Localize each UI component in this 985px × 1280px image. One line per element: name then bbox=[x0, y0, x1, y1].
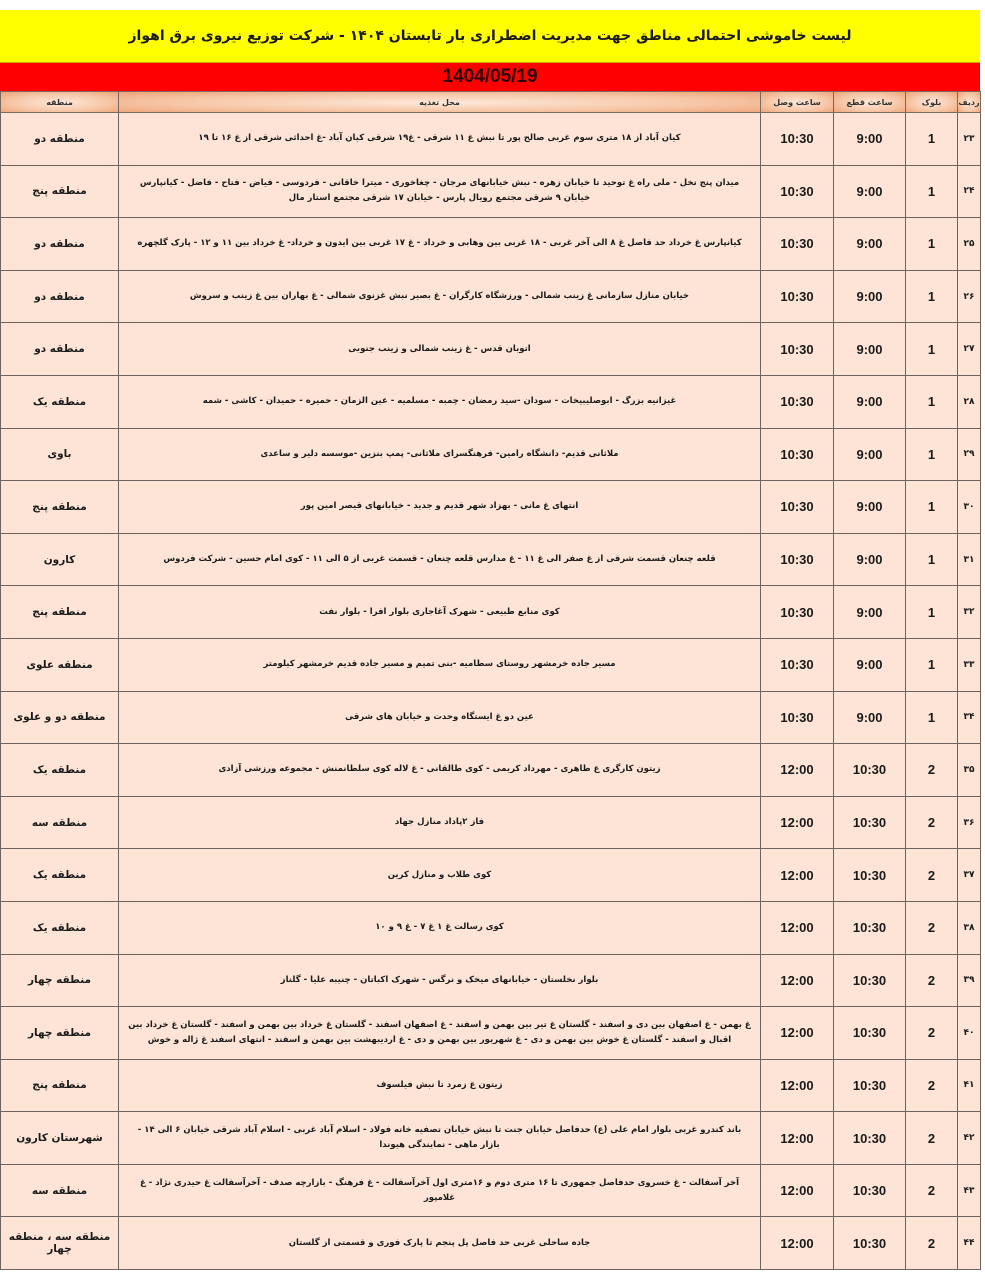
on-time: 10:30 bbox=[761, 165, 834, 218]
off-time: 10:30 bbox=[834, 1007, 906, 1060]
region-name: منطقه چهار bbox=[1, 954, 119, 1007]
on-time: 12:00 bbox=[761, 1112, 834, 1165]
row-index: ۴۳ bbox=[958, 1164, 981, 1217]
table-row bbox=[1, 428, 981, 481]
row-index: ۲۶ bbox=[958, 270, 981, 323]
on-time: 10:30 bbox=[761, 586, 834, 639]
region-name: منطقه پنج bbox=[1, 586, 119, 639]
row-index: ۳۳ bbox=[958, 638, 981, 691]
block-number: 1 bbox=[906, 428, 958, 481]
region-name: منطقه سه bbox=[1, 796, 119, 849]
on-time: 12:00 bbox=[761, 796, 834, 849]
row-index: ۴۴ bbox=[958, 1217, 981, 1270]
on-time: 10:30 bbox=[761, 113, 834, 166]
feed-location: عین دو غ ایستگاه وحدت و خیابان های شرقی bbox=[119, 691, 761, 744]
block-number: 1 bbox=[906, 533, 958, 586]
block-number: 2 bbox=[906, 1059, 958, 1112]
feed-location: کوی رسالت غ ۱ غ ۷ - غ ۹ و ۱۰ bbox=[119, 901, 761, 954]
feed-location: قلعه چنعان قسمت شرقی از غ صفر الی غ ۱۱ - غ مدارس قلعه چنعان - قسمت غربی از ۵ الی ۱۱ - کوی امام حسین - شرکت فردوس bbox=[119, 533, 761, 586]
feed-location: بلوار نخلستان - خیابانهای میخک و نرگس - شهرک اکباتان - چنیبه علیا - گلناز bbox=[119, 954, 761, 1007]
feed-location: ملاثانی قدیم- دانشگاه رامین- فرهنگسرای ملاثانی- پمپ بنزین -موسسه دلیر و ساعدی bbox=[119, 428, 761, 481]
block-number: 2 bbox=[906, 1217, 958, 1270]
block-number: 2 bbox=[906, 1164, 958, 1217]
table-row bbox=[1, 533, 981, 586]
region-name: منطقه پنج bbox=[1, 1059, 119, 1112]
table-row bbox=[1, 586, 981, 639]
off-time: 9:00 bbox=[834, 638, 906, 691]
row-index: ۳۲ bbox=[958, 586, 981, 639]
feed-location: کوی طلاب و منازل کرین bbox=[119, 849, 761, 902]
table-row bbox=[1, 1112, 981, 1165]
block-number: 2 bbox=[906, 1112, 958, 1165]
table-row bbox=[1, 1164, 981, 1217]
region-name: منطقه یک bbox=[1, 375, 119, 428]
block-number: 1 bbox=[906, 691, 958, 744]
region-name: باوی bbox=[1, 428, 119, 481]
block-number: 2 bbox=[906, 744, 958, 797]
document-title: لیست خاموشی احتمالی مناطق جهت مدیریت اضطراری بار تابستان ۱۴۰۴ - شرکت توزیع نیروی برق اهواز bbox=[0, 10, 980, 63]
header-index: ردیف bbox=[958, 92, 981, 113]
table-row bbox=[1, 375, 981, 428]
header-off-time: ساعت قطع bbox=[834, 92, 906, 113]
region-name: شهرستان کارون bbox=[1, 1112, 119, 1165]
row-index: ۲۸ bbox=[958, 375, 981, 428]
region-name: منطقه دو و علوی bbox=[1, 691, 119, 744]
schedule-date: 1404/05/19 bbox=[0, 63, 980, 91]
row-index: ۳۵ bbox=[958, 744, 981, 797]
feed-location: مسیر جاده خرمشهر روستای سطامیه -بنی تمیم و مسیر جاده قدیم خرمشهر کیلومتر bbox=[119, 638, 761, 691]
table-row bbox=[1, 901, 981, 954]
row-index: ۳۸ bbox=[958, 901, 981, 954]
block-number: 1 bbox=[906, 586, 958, 639]
outage-table bbox=[0, 91, 981, 1270]
off-time: 10:30 bbox=[834, 1059, 906, 1112]
block-number: 1 bbox=[906, 323, 958, 376]
off-time: 9:00 bbox=[834, 218, 906, 271]
row-index: ۲۹ bbox=[958, 428, 981, 481]
block-number: 1 bbox=[906, 481, 958, 534]
off-time: 9:00 bbox=[834, 270, 906, 323]
off-time: 10:30 bbox=[834, 849, 906, 902]
row-index: ۳۹ bbox=[958, 954, 981, 1007]
row-index: ۳۰ bbox=[958, 481, 981, 534]
region-name: منطقه سه bbox=[1, 1164, 119, 1217]
on-time: 10:30 bbox=[761, 638, 834, 691]
on-time: 10:30 bbox=[761, 323, 834, 376]
on-time: 12:00 bbox=[761, 901, 834, 954]
table-row bbox=[1, 270, 981, 323]
row-index: ۲۴ bbox=[958, 165, 981, 218]
on-time: 12:00 bbox=[761, 954, 834, 1007]
header-on-time: ساعت وصل bbox=[761, 92, 834, 113]
feed-location: کیان آباد از ۱۸ متری سوم غربی صالح پور تا نبش غ ۱۱ شرقی - غ۱۹ شرقی کیان آباد -غ احداثی شرقی از غ ۱۶ تا ۱۹ bbox=[119, 113, 761, 166]
off-time: 10:30 bbox=[834, 954, 906, 1007]
row-index: ۴۲ bbox=[958, 1112, 981, 1165]
feed-location: زیتون کارگری غ طاهری - مهرداد کریمی - کوی طالقانی - غ لاله کوی سلطانمنش - مجموعه ورزشی آزادی bbox=[119, 744, 761, 797]
on-time: 12:00 bbox=[761, 744, 834, 797]
on-time: 10:30 bbox=[761, 218, 834, 271]
off-time: 10:30 bbox=[834, 1217, 906, 1270]
row-index: ۴۱ bbox=[958, 1059, 981, 1112]
feed-location: زیتون غ زمرد تا نبش فیلسوف bbox=[119, 1059, 761, 1112]
on-time: 10:30 bbox=[761, 691, 834, 744]
off-time: 9:00 bbox=[834, 323, 906, 376]
off-time: 9:00 bbox=[834, 428, 906, 481]
on-time: 12:00 bbox=[761, 849, 834, 902]
block-number: 1 bbox=[906, 113, 958, 166]
table-row bbox=[1, 796, 981, 849]
table-row bbox=[1, 323, 981, 376]
on-time: 10:30 bbox=[761, 375, 834, 428]
feed-location: اتوبان قدس - غ زینب شمالی و زینب جنوبی bbox=[119, 323, 761, 376]
table-row bbox=[1, 165, 981, 218]
table-row bbox=[1, 113, 981, 166]
row-index: ۳۶ bbox=[958, 796, 981, 849]
table-row bbox=[1, 638, 981, 691]
off-time: 10:30 bbox=[834, 796, 906, 849]
row-index: ۲۵ bbox=[958, 218, 981, 271]
block-number: 1 bbox=[906, 270, 958, 323]
block-number: 2 bbox=[906, 1007, 958, 1060]
table-row bbox=[1, 691, 981, 744]
region-name: منطقه علوی bbox=[1, 638, 119, 691]
region-name: منطقه پنج bbox=[1, 481, 119, 534]
header-location: محل تغذیه bbox=[119, 92, 761, 113]
feed-location: فاز ۲پاداد منازل جهاد bbox=[119, 796, 761, 849]
region-name: منطقه دو bbox=[1, 270, 119, 323]
feed-location: جاده ساحلی غربی حد فاصل پل پنجم تا پارک فوری و قسمتی از گلستان bbox=[119, 1217, 761, 1270]
feed-location: کیانپارس غ خرداد حد فاصل غ ۸ الی آخر غربی - ۱۸ غربی بین وهابی و خرداد - غ ۱۷ غربی بین ایدون و خرداد- غ خرداد بین ۱۱ و ۱۲ - پارک گلچهره bbox=[119, 218, 761, 271]
feed-location: غ بهمن - غ اصفهان بین دی و اسفند - گلستان غ تیر بین بهمن و اسفند - غ اصفهان اسفند - گلستان غ خرداد بین بهمن و اسفند - گلستان غ خرداد بین اقبال و اسفند - گلستان غ خوش بین بهمن و دی - غ شهریور بین بهمن و دی - غ اردیبهشت بین بهمن و اسفند - انتهای اسفند غ ژاله و خوش bbox=[119, 1007, 761, 1060]
feed-location: غیزانیه بزرگ - ابوصلیبیخات - سودان -سید رمضان - چمبه - مسلمیه - عین الزمان - حمیره - حمیدان - کاشی - شمه bbox=[119, 375, 761, 428]
header-region: منطقه bbox=[1, 92, 119, 113]
feed-location: میدان پنج نخل - ملی راه غ توحید تا خیابان زهره - نبش خیابانهای مرجان - چغاخوری - میترا خاقانی - فردوسی - فیاض - فتاح - فاضل - کیانپارس خیابان ۹ شرقی مجتمع رویال پارس - خیابان ۱۷ شرقی مجتمع استار مال bbox=[119, 165, 761, 218]
table-row bbox=[1, 744, 981, 797]
region-name: منطقه دو bbox=[1, 323, 119, 376]
table-row bbox=[1, 218, 981, 271]
region-name: منطقه یک bbox=[1, 744, 119, 797]
block-number: 2 bbox=[906, 954, 958, 1007]
off-time: 9:00 bbox=[834, 533, 906, 586]
region-name: منطقه دو bbox=[1, 113, 119, 166]
off-time: 9:00 bbox=[834, 113, 906, 166]
off-time: 10:30 bbox=[834, 1164, 906, 1217]
table-row bbox=[1, 1217, 981, 1270]
on-time: 12:00 bbox=[761, 1217, 834, 1270]
on-time: 10:30 bbox=[761, 481, 834, 534]
region-name: منطقه یک bbox=[1, 901, 119, 954]
on-time: 12:00 bbox=[761, 1007, 834, 1060]
off-time: 9:00 bbox=[834, 586, 906, 639]
block-number: 1 bbox=[906, 218, 958, 271]
row-index: ۴۰ bbox=[958, 1007, 981, 1060]
off-time: 10:30 bbox=[834, 1112, 906, 1165]
row-index: ۲۳ bbox=[958, 113, 981, 166]
off-time: 10:30 bbox=[834, 744, 906, 797]
header-block: بلوک bbox=[906, 92, 958, 113]
block-number: 2 bbox=[906, 849, 958, 902]
block-number: 2 bbox=[906, 901, 958, 954]
block-number: 1 bbox=[906, 165, 958, 218]
off-time: 9:00 bbox=[834, 481, 906, 534]
row-index: ۳۱ bbox=[958, 533, 981, 586]
region-name: منطقه یک bbox=[1, 849, 119, 902]
region-name: منطقه دو bbox=[1, 218, 119, 271]
feed-location: خیابان منازل سازمانی غ زینب شمالی - ورزشگاه کارگران - غ بصیر نبش غزنوی شمالی - غ بهاران بین غ زینب و سروش bbox=[119, 270, 761, 323]
feed-location: کوی منابع طبیعی - شهرک آغاجاری بلوار افرا - بلوار نفت bbox=[119, 586, 761, 639]
row-index: ۲۷ bbox=[958, 323, 981, 376]
row-index: ۳۷ bbox=[958, 849, 981, 902]
block-number: 1 bbox=[906, 638, 958, 691]
region-name: کارون bbox=[1, 533, 119, 586]
off-time: 9:00 bbox=[834, 691, 906, 744]
table-header-row bbox=[1, 92, 981, 113]
on-time: 10:30 bbox=[761, 533, 834, 586]
feed-location: انتهای غ مانی - بهزاد شهر قدیم و جدید - خیابانهای قیصر امین پور bbox=[119, 481, 761, 534]
off-time: 9:00 bbox=[834, 375, 906, 428]
off-time: 9:00 bbox=[834, 165, 906, 218]
table-row bbox=[1, 1007, 981, 1060]
table-row bbox=[1, 1059, 981, 1112]
off-time: 10:30 bbox=[834, 901, 906, 954]
table-row bbox=[1, 954, 981, 1007]
region-name: منطقه پنج bbox=[1, 165, 119, 218]
block-number: 1 bbox=[906, 375, 958, 428]
on-time: 12:00 bbox=[761, 1164, 834, 1217]
feed-location: آخر آسفالت - غ خسروی حدفاصل جمهوری تا ۱۶ متری دوم و ۱۶متری اول آخرآسفالت - غ فرهنگ - بازارچه صدف - آخرآسفالت غ حیدری نژاد - غ غلامپور bbox=[119, 1164, 761, 1217]
table-row bbox=[1, 849, 981, 902]
feed-location: باند کندرو غربی بلوار امام علی (ع) حدفاصل خیابان جنت تا نبش خیابان تصفیه خانه فولاد - اسلام آباد غربی - اسلام آباد شرقی خیابان ۶ الی ۱۴ - بازار ماهی - نمایندگی هیوندا bbox=[119, 1112, 761, 1165]
on-time: 10:30 bbox=[761, 270, 834, 323]
region-name: منطقه چهار bbox=[1, 1007, 119, 1060]
row-index: ۳۴ bbox=[958, 691, 981, 744]
outage-schedule-sheet bbox=[0, 10, 980, 1270]
region-name: منطقه سه ، منطقه چهار bbox=[1, 1217, 119, 1270]
table-row bbox=[1, 481, 981, 534]
on-time: 12:00 bbox=[761, 1059, 834, 1112]
on-time: 10:30 bbox=[761, 428, 834, 481]
block-number: 2 bbox=[906, 796, 958, 849]
